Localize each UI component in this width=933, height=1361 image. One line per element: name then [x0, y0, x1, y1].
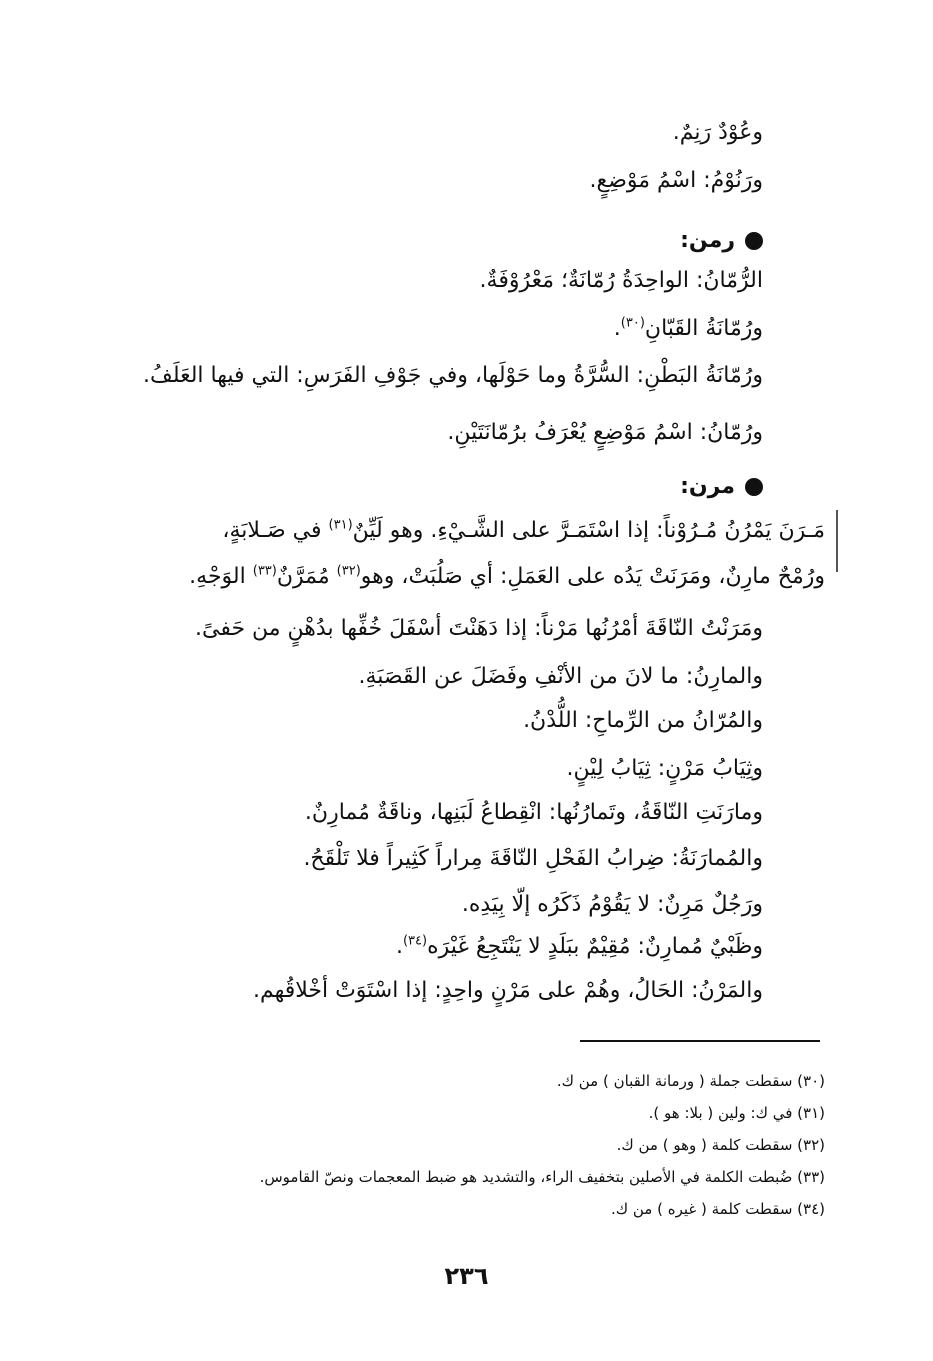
footnote-ref: (٣١): [328, 517, 353, 533]
page-number: ٢٣٦: [444, 1262, 489, 1290]
line-end: .: [613, 316, 621, 341]
text-line: والمارِنُ: ما لانَ من الأنْفِ وفَضَلَ عن القَصَبَةِ.: [358, 664, 763, 689]
footnote: (٣٠) سقطت جملة ( ورمانة القبان ) من ك.: [556, 1072, 825, 1090]
text-line: ورَجُلٌ مَرِنٌ: لا يَقُوْمُ ذَكَرُه إلّا بِيَدِه.: [461, 892, 763, 917]
text-line: وثِيَابُ مَرْنٍ: ثِيَابُ لِيْنٍ.: [566, 756, 763, 781]
bullet-icon: [745, 232, 763, 250]
section-heading: [680, 226, 763, 256]
text-line: ورُمّانُ: اسْمُ مَوْضِعٍ يُعْرَفُ برُمّانَتَيْنِ.: [447, 420, 763, 445]
line-text: في صَـلابَةٍ،: [222, 518, 329, 543]
footnote-divider: [580, 1040, 820, 1042]
line-text: ورُمْحٌ مارِنٌ، ومَرَنَتْ يَدُه على العَمَلِ: أي صَلُبَتْ، وهو: [360, 564, 825, 589]
footnote-ref: (٣٠): [620, 315, 645, 331]
text-line: [222, 516, 825, 546]
text-line: ورُمّانَةُ البَطْنِ: السُّرَّةُ وما حَوْلَها، وفي جَوْفِ الفَرَسِ: التي فيها العَلَفُ.: [143, 363, 763, 388]
text-line: ومارَنَتِ النّاقَةُ، وتَمارُنُها: انْقِطاعُ لَبَنِها، وناقَةٌ مُمارِنٌ.: [304, 800, 763, 825]
line-text: وظَبْيٌ مُمارِنٌ: مُقِيْمٌ ببَلَدٍ لا يَنْتَجِعُ غَيْرَه: [427, 934, 763, 959]
line-text: ورُمّانَةُ القَبّانِ: [644, 316, 763, 341]
bullet-icon: [745, 478, 763, 496]
line-end: .: [395, 934, 403, 959]
text-line: ورَنُوْمُ: اسْمُ مَوْضِعٍ.: [589, 168, 763, 193]
text-line: والمُمارَنَةُ: ضِرابُ الفَحْلِ النّاقَةَ مِراراً كَثِيراً فلا تَلْقَحُ.: [303, 846, 763, 871]
footnote-ref: (٣٣): [252, 563, 277, 579]
line-text: مُمَرَّنٌ: [276, 564, 337, 589]
section-heading: [680, 472, 763, 502]
section-heading-label: رمن:: [680, 228, 735, 253]
margin-marker: [836, 510, 838, 572]
footnote: (٣١) في ك: ولين ( بلا: هو ).: [648, 1104, 825, 1122]
footnote: (٣٢) سقطت كلمة ( وهو ) من ك.: [616, 1136, 825, 1154]
footnote-ref: (٣٢): [336, 563, 361, 579]
text-line: [396, 932, 763, 962]
text-line: ومَرَنْتُ النّاقَةَ أمْرُنُها مَرْناً: إذا دَهَنْتَ أسْفَلَ خُفِّها بدُهْنٍ من حَفىً.: [194, 616, 763, 641]
text-line: الرُّمّانُ: الواحِدَةُ رُمّانَةٌ؛ مَعْرُوْفَةٌ.: [479, 268, 763, 293]
footnote: (٣٣) ضُبطت الكلمة في الأصلين بتخفيف الراء، والتشديد هو ضبط المعجمات ونصّ القاموس.: [259, 1168, 825, 1186]
section-heading-label: مرن:: [680, 474, 735, 499]
text-line: وعُوْدٌ رَنِمٌ.: [672, 120, 763, 145]
line-text: مَـرَنَ يَمْرُنُ مُـرُوْناً: إذا اسْتَمَـرَّ على الشَّـيْءِ. وهو لَيِّنٌ: [352, 518, 825, 543]
text-line: والمَرْنُ: الحَالُ، وهُمْ على مَرْنٍ واحِدٍ: إذا اسْتَوَتْ أخْلاقُهم.: [252, 978, 763, 1003]
footnote: (٣٤) سقطت كلمة ( غيره ) من ك.: [610, 1200, 825, 1218]
footnote-ref: (٣٤): [402, 933, 428, 949]
text-line: [614, 314, 763, 344]
line-text: الوَجْهِ.: [189, 564, 253, 589]
text-line: [189, 562, 825, 592]
text-line: والمُرّانُ من الرِّماحِ: اللُّدْنُ.: [523, 708, 763, 733]
